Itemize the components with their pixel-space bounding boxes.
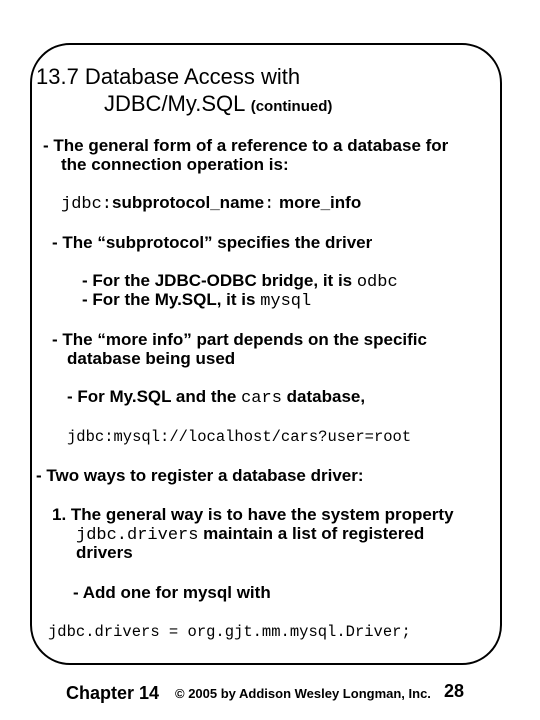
general-way-line1: 1. The general way is to have the system property [52,505,454,524]
footer-page-number: 28 [444,681,465,701]
more-info-line2: database being used [67,349,236,368]
more-info-line1: - The “more info” part depends on the specific [52,330,427,349]
odbc-code: odbc [356,273,398,292]
general-form-syntax [61,193,361,215]
footer-chapter: Chapter 14 [66,683,160,703]
form-more-info: more_info [274,193,362,212]
form-jdbc: jdbc: [61,195,113,214]
general-form-line2: the connection operation is: [61,155,289,174]
cars-url: jdbc:mysql://localhost/cars?user=root [67,428,412,446]
cars-line [67,387,365,409]
mysql-text: - For the My.SQL, it is [82,290,261,309]
general-way-suffix: maintain a list of registered [198,524,425,543]
two-ways-line: - Two ways to register a database driver: [36,466,364,485]
form-subprotocol: subprotocol_name [112,193,265,212]
cars-prefix: - For My.SQL and the [67,387,242,406]
slide-title-line2 [104,91,332,120]
odbc-text: - For the JDBC-ODBC bridge, it is [82,271,357,290]
general-way-code: jdbc.drivers [76,526,199,545]
mysql-code: mysql [260,292,312,311]
general-form-line1: - The general form of a reference to a database for [43,136,449,155]
slide-title-suffix: (continued) [250,98,333,115]
subprotocol-specifies: - The “subprotocol” specifies the driver [52,233,373,252]
mysql-line [82,290,311,312]
cars-suffix: database, [281,387,366,406]
cars-code: cars [241,389,282,408]
footer-copyright: © 2005 by Addison Wesley Longman, Inc. [175,686,431,701]
slide-title-main: JDBC/My.SQL [104,91,245,116]
general-way-line3: drivers [76,543,133,562]
add-one-line: - Add one for mysql with [73,583,271,602]
slide-title-line1: 13.7 Database Access with [36,64,301,89]
form-colon: : [264,195,275,214]
drivers-code-line: jdbc.drivers = org.gjt.mm.mysql.Driver; [48,623,411,641]
